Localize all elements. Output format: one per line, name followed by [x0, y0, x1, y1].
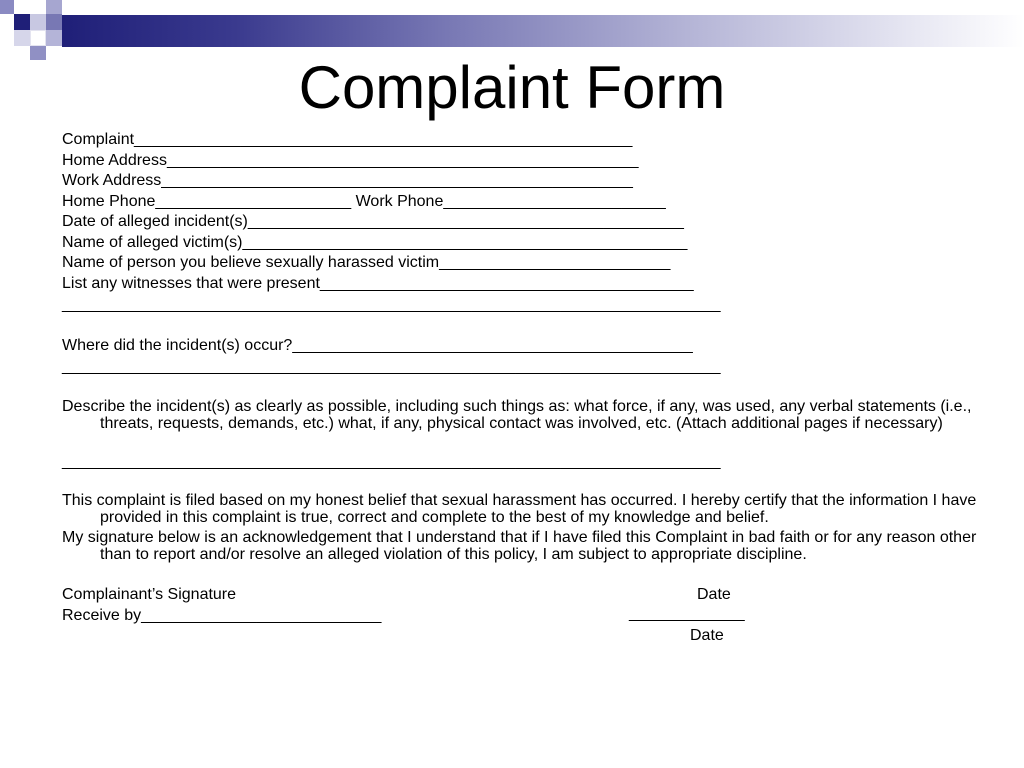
field-phones[interactable]: Home Phone______________________ Work Phone_________________________	[62, 193, 666, 210]
received-date-field[interactable]: _____________	[629, 605, 745, 622]
received-date-label: Date	[690, 627, 724, 644]
certification-statement: This complaint is filed based on my honest belief that sexual harassment has occurred. I hereby certify that the information I have provided in this complaint is true, correct and complete to the best of my knowledge and belief.	[62, 492, 977, 526]
complainant-signature-label[interactable]: Complainant’s Signature	[62, 586, 237, 603]
field-harasser-name[interactable]: Name of person you believe sexually harassed victim__________________________	[62, 254, 671, 271]
field-witnesses-continued[interactable]: __________________________________________________________________________	[62, 296, 721, 313]
deco-square	[14, 30, 30, 46]
field-complaint[interactable]: Complaint________________________________________________________	[62, 131, 633, 148]
header-gradient-band	[62, 15, 1024, 47]
acknowledgement-statement: My signature below is an acknowledgement that I understand that if I have filed this Complaint in bad faith or for any reason other than to report and/or resolve an alleged violation of this policy, I am subject to appropriate discipline.	[62, 529, 977, 563]
describe-instructions: Describe the incident(s) as clearly as possible, including such things as: what force, if any, was used, any verbal statements (i.e., threats, requests, demands, etc.) what, if any, physical contact was involved, etc. (Attach additional pages if necessary)	[62, 398, 972, 432]
deco-square	[46, 14, 62, 30]
field-incident-location-continued[interactable]: __________________________________________________________________________	[62, 358, 721, 375]
deco-square	[46, 30, 62, 46]
field-work-address[interactable]: Work Address_____________________________________________________	[62, 172, 633, 189]
page-title: Complaint Form	[298, 54, 726, 121]
field-incident-location[interactable]: Where did the incident(s) occur?_____________________________________________	[62, 337, 693, 354]
field-victim-name[interactable]: Name of alleged victim(s)__________________________________________________	[62, 234, 688, 251]
deco-square	[14, 14, 30, 30]
deco-square	[0, 0, 14, 14]
field-description[interactable]: __________________________________________________________________________	[62, 453, 721, 470]
deco-square	[30, 14, 46, 30]
signature-date-label: Date	[697, 586, 731, 603]
field-home-address[interactable]: Home Address_____________________________________________________	[62, 152, 639, 169]
field-witnesses[interactable]: List any witnesses that were present__________________________________________	[62, 275, 694, 292]
field-incident-date[interactable]: Date of alleged incident(s)_________________________________________________	[62, 213, 684, 230]
deco-square	[46, 0, 62, 14]
received-by-field[interactable]: Receive by___________________________	[62, 607, 382, 624]
deco-square	[30, 30, 46, 46]
